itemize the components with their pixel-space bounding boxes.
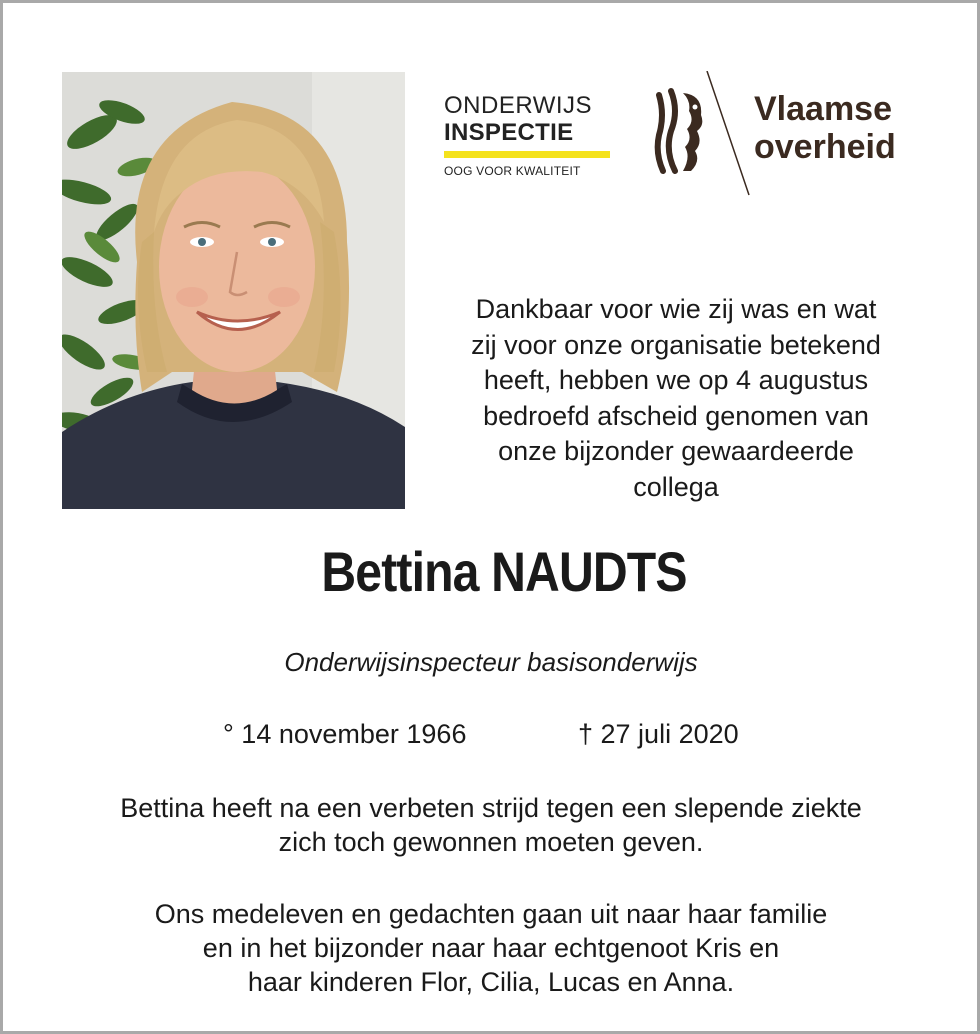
flemish-lion-icon (651, 85, 707, 177)
intro-line: zij voor onze organisatie betekend (471, 329, 881, 360)
logo-vo-line1: Vlaamse (754, 90, 892, 128)
logo-oi-accent-bar (444, 151, 610, 158)
vlaamse-overheid-logo (651, 71, 921, 197)
portrait-photo (62, 72, 405, 509)
paragraph-line: zich toch gewonnen moeten geven. (278, 827, 704, 857)
divider-slash (703, 71, 753, 197)
birth-date: ° 14 november 1966 (223, 719, 467, 749)
intro-line: collega (633, 471, 719, 502)
paragraph-line: haar kinderen Flor, Cilia, Lucas en Anna. (247, 967, 735, 997)
logo-vo-line2: overheid (754, 128, 896, 166)
portrait-illustration (62, 72, 405, 509)
paragraph-line: Bettina heeft na een verbeten strijd tegen een slepende ziekte (120, 793, 862, 823)
intro-line: Dankbaar voor wie zij was en wat (475, 294, 877, 324)
logo-oi-line2: INSPECTIE (444, 119, 574, 146)
paragraph-line: Ons medeleven en gedachten gaan uit naar haar familie (154, 899, 828, 929)
intro-text (421, 292, 931, 505)
deceased-name: Bettina NAUDTS (321, 540, 687, 603)
paragraph-condolences (3, 897, 979, 999)
logo-oi-tagline: OOG VOOR KWALITEIT (444, 164, 581, 178)
death-date: † 27 juli 2020 (578, 719, 739, 749)
intro-line: onze bijzonder gewaardeerde (498, 436, 854, 466)
logo-oi-line1: ONDERWIJS (444, 92, 593, 119)
paragraph-line: en in het bijzonder naar haar echtgenoot Kris en (202, 933, 780, 963)
intro-line: heeft, hebben we op 4 augustus (483, 365, 869, 395)
paragraph-illness (3, 791, 979, 859)
job-title: Onderwijsinspecteur basisonderwijs (284, 647, 698, 677)
onderwijs-inspectie-logo (444, 93, 619, 178)
intro-line: bedroefd afscheid genomen van (483, 400, 869, 431)
